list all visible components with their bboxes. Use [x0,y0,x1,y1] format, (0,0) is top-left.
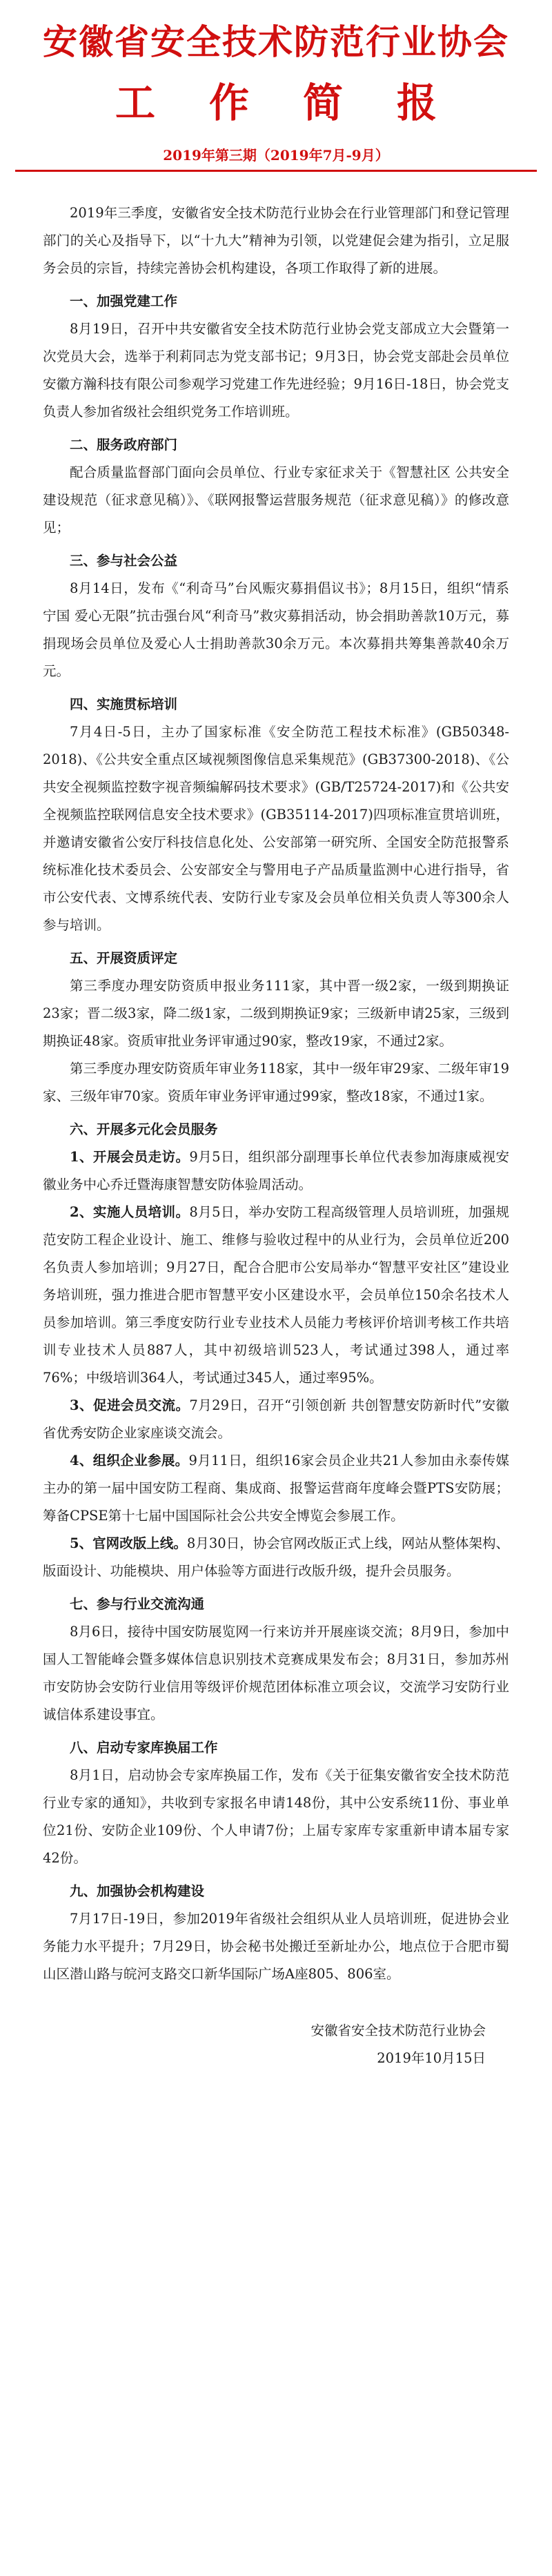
issue-line: 2019年第三期（2019年7月-9月） [163,147,389,164]
section-charity-text: 8月14日，发布《“利奇马”台风赈灾募捐倡议书》；8月15日，组织“情系宁国 爱心无限”抗击强台风“利奇马”救灾募捐活动，协会捐助善款10万元，募捐现场会员单位及爱心人士捐助善款30余万元。本次募捐共筹集善款40余万元。 [43,580,509,679]
section-industry-exchange-text: 8月6日，接待中国安防展览网一行来访并开展座谈交流；8月9日，参加中国人工智能峰会暨多媒体信息识别技术竞赛成果发布会；8月31日，参加苏州市安防协会安防行业信用等级评价规范团体标准立项会议，交流学习安防行业诚信体系建设事宜。 [43,1624,509,1722]
member-service-training-text: 8月5日，举办安防工程高级管理人员培训班，加强规范安防工程企业设计、施工、维修与验收过程中的从业行为，会员单位近200名负责人参加培训；9月27日，配合合肥市公安局举办“智慧平安社区”建设业务培训班，强力推进合肥市智慧平安小区建设水平，会员单位150余名技术人员参加培训。第三季度安防行业专业技术人员能力考核评价培训考核工作共培训专业技术人员887人，其中初级培训523人，考试通过398人，通过率76%；中级培训364人，考试通过345人，通过率95%。 [43,1204,509,1386]
section-heading-party: 一、加强党建工作 [70,293,178,309]
section-heading-organization: 九、加强协会机构建设 [70,1883,205,1899]
member-service-website-lead: 5、官网改版上线。 [70,1535,187,1551]
intro-paragraph: 2019年三季度，安徽省安全技术防范行业协会在行业管理部门和登记管理部门的关心及指导下，以“十九大”精神为引领，以党建促会建为指引，立足服务会员的宗旨，持续完善协会机构建设，各项工作取得了新的进展。 [43,205,509,276]
section-heading-qualification: 五、开展资质评定 [70,950,178,966]
member-service-visit [43,1143,509,1199]
member-service-exchange-text: 7月29日，召开“引领创新 共创智慧安防新时代”安徽省优秀安防企业家座谈交流会。 [43,1397,509,1441]
member-service-exchange [43,1392,509,1447]
member-service-visit-text: 9月5日，组织部分副理事长单位代表参加海康威视安徽业务中心乔迁暨海康智慧安防体验周活动。 [43,1149,509,1192]
section-heading-training: 四、实施贯标培训 [70,696,178,712]
association-title: 安徽省安全技术防范行业协会 [43,21,509,62]
member-service-website-text: 8月30日，协会官网改版正式上线，网站从整体架构、版面设计、功能模块、用户体验等方面进行改版升级，提升会员服务。 [43,1535,509,1579]
member-service-training-lead: 2、实施人员培训。 [70,1204,190,1220]
member-service-training [43,1199,509,1392]
section-heading-government: 二、服务政府部门 [70,437,178,453]
member-service-visit-lead: 1、开展会员走访。 [70,1149,190,1165]
member-service-exhibition-text: 9月11日，组织16家会员企业共21人参加由永泰传媒主办的第一届中国安防工程商、集成商、报警运营商年度峰会暨PTS安防展；筹备CPSE第十七届中国国际社会公共安全博览会参展工作。 [43,1453,509,1524]
section-heading-expert-pool: 八、启动专家库换届工作 [70,1740,218,1756]
section-expert-pool-text: 8月1日，启动协会专家库换届工作，发布《关于征集安徽省安全技术防范行业专家的通知》，共收到专家报名申请148份，其中公安系统11份、事业单位21份、安防企业109份、个人申请7份；上届专家库专家重新申请本届专家42份。 [43,1767,509,1866]
section-government-text: 配合质量监督部门面向会员单位、行业专家征求关于《智慧社区 公共安全建设规范（征求意见稿）》、《联网报警运营服务规范（征求意见稿）》的修改意见； [43,464,509,535]
member-service-exhibition-lead: 4、组织企业参展。 [70,1453,189,1468]
signature-org: 安徽省安全技术防范行业协会 [310,2023,486,2038]
section-qualification-text-2: 第三季度办理安防资质年审业务118家，其中一级年审29家、二级年审19家、三级年审70家。资质年审业务评审通过99家，整改18家，不通过1家。 [43,1061,509,1104]
member-service-website [43,1530,509,1585]
newsletter-title: 工作简报 [115,79,491,126]
section-heading-charity: 三、参与社会公益 [70,553,178,569]
member-service-exchange-lead: 3、促进会员交流。 [70,1397,190,1413]
signature-block [43,2017,509,2072]
report-body [0,172,552,2072]
section-training-text: 7月4日-5日，主办了国家标准《安全防范工程技术标准》(GB50348-2018)、《公共安全重点区域视频图像信息采集规范》(GB37300-2018)、《公共安全视频监控数字视音频编解码技术要求》(GB/T25724-2017)和《公共安全视频监控联网信息安全技术要求》(GB35114-2017)四项标准宣贯培训班，并邀请安徽省公安厅科技信息化处、公安部第一研究所、全国安全防范报警系统标准化技术委员会、公安部安全与警用电子产品质量监测中心进行指导，省市公安代表、文博系统代表、安防行业专家及会员单位相关负责人等300余人参与培训。 [43,724,509,933]
masthead [0,0,552,172]
section-party-text: 8月19日，召开中共安徽省安全技术防范行业协会党支部成立大会暨第一次党员大会，选举于利莉同志为党支部书记；9月3日，协会党支部赴会员单位安徽方瀚科技有限公司参观学习党建工作先进经验；9月16日-18日，协会党支负责人参加省级社会组织党务工作培训班。 [43,321,509,420]
section-qualification-text-1: 第三季度办理安防资质申报业务111家，其中晋一级2家，一级到期换证23家；晋二级3家，降二级1家，二级到期换证9家；三级新申请25家，三级到期换证48家。资质审批业务评审通过90家，整改19家，不通过2家。 [43,978,509,1049]
section-organization-text: 7月17日-19日，参加2019年省级社会组织从业人员培训班，促进协会业务能力水平提升；7月29日，协会秘书处搬迁至新址办公，地点位于合肥市蜀山区潜山路与皖河支路交口新华国际广场A座805、806室。 [43,1911,509,1982]
signature-date: 2019年10月15日 [377,2050,486,2066]
section-heading-industry-exchange: 七、参与行业交流沟通 [70,1596,205,1612]
member-service-exhibition [43,1447,509,1530]
section-heading-member-services: 六、开展多元化会员服务 [70,1121,218,1137]
